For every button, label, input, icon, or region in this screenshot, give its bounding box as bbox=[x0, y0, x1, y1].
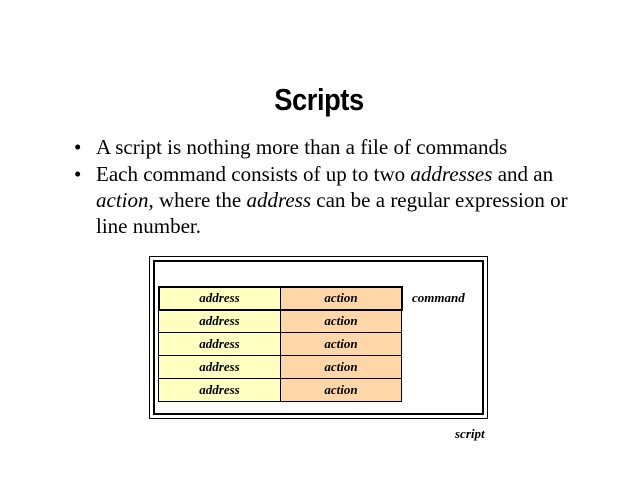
bullet-text: can be a regular expression or line number. bbox=[96, 188, 568, 238]
script-label: script bbox=[455, 426, 485, 441]
address-cell: address bbox=[159, 310, 281, 333]
bullet-text: and an bbox=[492, 162, 554, 186]
bullet-list bbox=[74, 134, 594, 240]
bullet-emphasis: addresses bbox=[410, 162, 493, 186]
address-cell: address bbox=[159, 356, 281, 379]
bullet-dot-icon: • bbox=[74, 135, 82, 159]
action-cell: action bbox=[281, 356, 402, 379]
address-cell: address bbox=[159, 287, 281, 310]
address-cell: address bbox=[159, 333, 281, 356]
bullet-emphasis: address bbox=[246, 188, 312, 212]
command-label: command bbox=[412, 290, 465, 305]
bullet-item bbox=[74, 161, 594, 239]
bullet-emphasis: action bbox=[96, 188, 149, 212]
bullet-text: Each command consists of up to two bbox=[96, 162, 411, 186]
bullet-text: , where the bbox=[148, 188, 247, 212]
command-row bbox=[159, 287, 402, 310]
slide-title: Scripts bbox=[274, 82, 364, 117]
action-cell: action bbox=[281, 379, 402, 402]
command-row bbox=[159, 379, 402, 402]
action-cell: action bbox=[281, 333, 402, 356]
command-table bbox=[158, 286, 402, 402]
command-row bbox=[159, 356, 402, 379]
address-cell: address bbox=[159, 379, 281, 402]
bullet-text: A script is nothing more than a file of commands bbox=[96, 135, 508, 159]
action-cell: action bbox=[281, 287, 402, 310]
bullet-dot-icon: • bbox=[74, 162, 82, 186]
action-cell: action bbox=[281, 310, 402, 333]
command-row bbox=[159, 310, 402, 333]
bullet-item bbox=[74, 134, 594, 160]
command-row bbox=[159, 333, 402, 356]
